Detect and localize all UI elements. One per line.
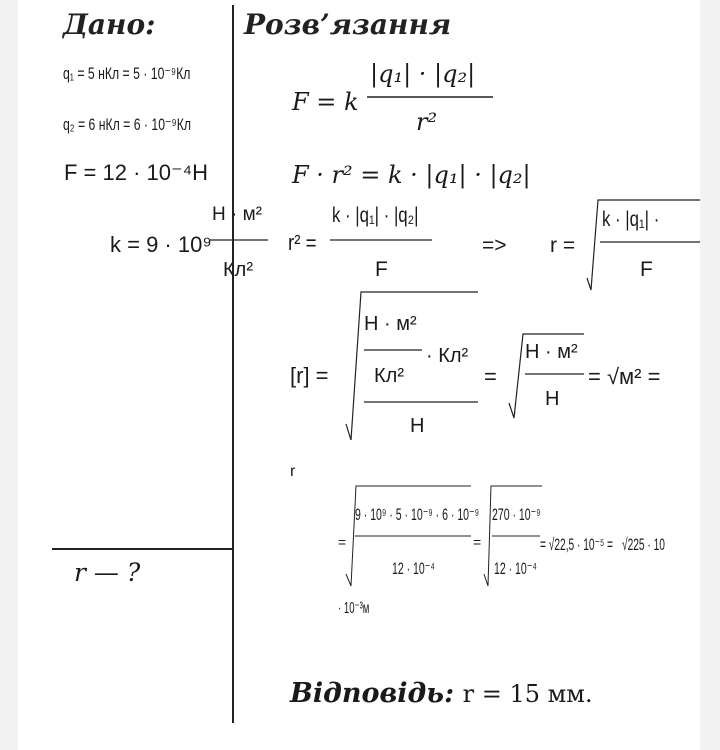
formula-canvas: [18, 0, 700, 750]
calc-t4: √225 · 10: [622, 534, 665, 554]
given-k-num: Н · м²: [212, 204, 262, 225]
answer: [290, 678, 593, 709]
calc-d2: 12 · 10⁻⁴: [494, 558, 537, 578]
given-k: [110, 204, 268, 281]
find-unknown: r — ?: [74, 558, 141, 587]
given-k-left: k = 9 · 10⁹: [110, 232, 212, 257]
given-k-den: Кл²: [223, 259, 253, 281]
units-inner-den: Кл²: [374, 365, 404, 387]
eq1-lhs: F = k: [292, 88, 359, 116]
units-d2: Н: [545, 388, 560, 410]
eq3-r: r =: [550, 234, 576, 257]
given-q2: q₂ = 6 нКл = 6 · 10⁻⁹Кл: [63, 115, 191, 134]
units-tail: = √м² =: [588, 364, 661, 389]
calc-t3: = √22,5 · 10⁻⁵ =: [540, 534, 613, 554]
answer-value: r = 15 мм.: [462, 680, 593, 708]
coulomb-law: [291, 60, 493, 136]
eq3-rden: F: [640, 258, 653, 281]
calc-r: r: [290, 463, 296, 480]
eq3-den: F: [375, 258, 388, 281]
eq1-den: r²: [416, 108, 438, 136]
eq3-num: k · |q₁| · |q₂|: [332, 204, 419, 228]
eq2: F · r² = k · |q₁| · |q₂|: [292, 161, 531, 189]
units-lhs: [r] =: [290, 363, 329, 388]
units-n2: Н · м²: [525, 341, 578, 363]
solution-header: Розв’язання: [244, 8, 452, 41]
eq3-r-squared: [288, 200, 700, 290]
eq3-lhs: r² =: [288, 231, 317, 256]
units-inner-num: Н · м²: [364, 313, 417, 335]
calc-result: · 10⁻³м: [338, 598, 370, 617]
calc-d1: 12 · 10⁻⁴: [392, 558, 435, 578]
units-mul: · Кл²: [426, 345, 469, 367]
given-q1: q₁ = 5 нКл = 5 · 10⁻⁹Кл: [63, 64, 191, 83]
given-header: Дано:: [63, 8, 156, 41]
eq3-arrow: =>: [482, 234, 507, 257]
eq3-rnum: k · |q₁| ·: [602, 208, 660, 232]
numeric-calc: [290, 463, 665, 617]
calc-n2: 270 · 10⁻⁹: [492, 504, 541, 524]
units-check: [290, 292, 660, 440]
calc-eq: =: [338, 534, 347, 550]
calc-n1: 9 · 10⁹ · 5 · 10⁻⁹ · 6 · 10⁻⁹: [355, 504, 480, 524]
units-den: Н: [410, 415, 425, 437]
answer-label: Відповідь:: [290, 678, 455, 709]
given-force: F = 12 · 10⁻⁴Н: [64, 160, 208, 185]
eq1-num: |q₁| · |q₂|: [370, 60, 476, 88]
calc-eq2: =: [473, 534, 482, 550]
solution-sheet: [18, 0, 700, 750]
units-eq: =: [484, 364, 497, 389]
